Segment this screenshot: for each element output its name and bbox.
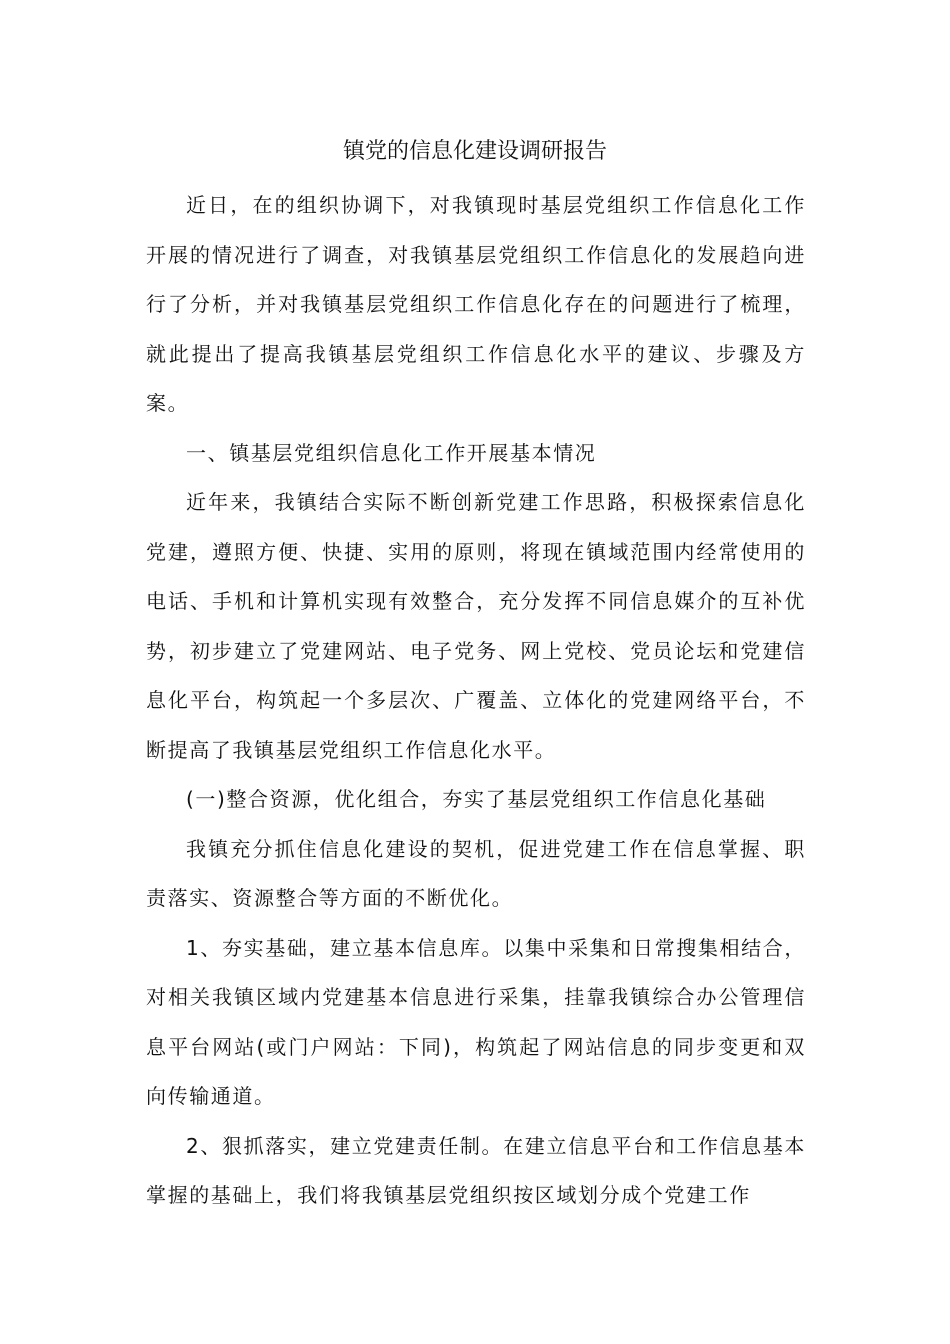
paragraph-item-1: 1、夯实基础，建立基本信息库。以集中采集和日常搜集相结合，对相关我镇区域内党建基本信息进行采集，挂靠我镇综合办公管理信息平台网站(或门户网站：下同)，构筑起了网站信息的同步变更和双向传输通道。	[146, 935, 806, 1108]
subsection-heading-1: (一)整合资源，优化组合，夯实了基层党组织工作信息化基础	[186, 787, 767, 811]
paragraph-intro: 近日，在的组织协调下，对我镇现时基层党组织工作信息化工作开展的情况进行了调查，对我镇基层党组织工作信息化的发展趋向进行了分析，并对我镇基层党组织工作信息化存在的问题进行了梳理，就此提出了提高我镇基层党组织工作信息化水平的建议、步骤及方案。	[146, 193, 806, 415]
section-heading-1: 一、镇基层党组织信息化工作开展基本情况	[186, 440, 597, 465]
paragraph-optimization: 我镇充分抓住信息化建设的契机，促进党建工作在信息掌握、职责落实、资源整合等方面的不断优化。	[146, 836, 806, 910]
paragraph-item-2: 2、狠抓落实，建立党建责任制。在建立信息平台和工作信息基本掌握的基础上，我们将我镇基层党组织按区域划分成个党建工作	[146, 1133, 806, 1207]
paragraph-basic-situation: 近年来，我镇结合实际不断创新党建工作思路，积极探索信息化党建，遵照方便、快捷、实用的原则，将现在镇域范围内经常使用的电话、手机和计算机实现有效整合，充分发挥不同信息媒介的互补优势，初步建立了党建网站、电子党务、网上党校、党员论坛和党建信息化平台，构筑起一个多层次、广覆盖、立体化的党建网络平台，不断提高了我镇基层党组织工作信息化水平。	[146, 490, 806, 762]
document-title: 镇党的信息化建设调研报告	[342, 139, 607, 164]
document-body	[146, 181, 806, 1221]
